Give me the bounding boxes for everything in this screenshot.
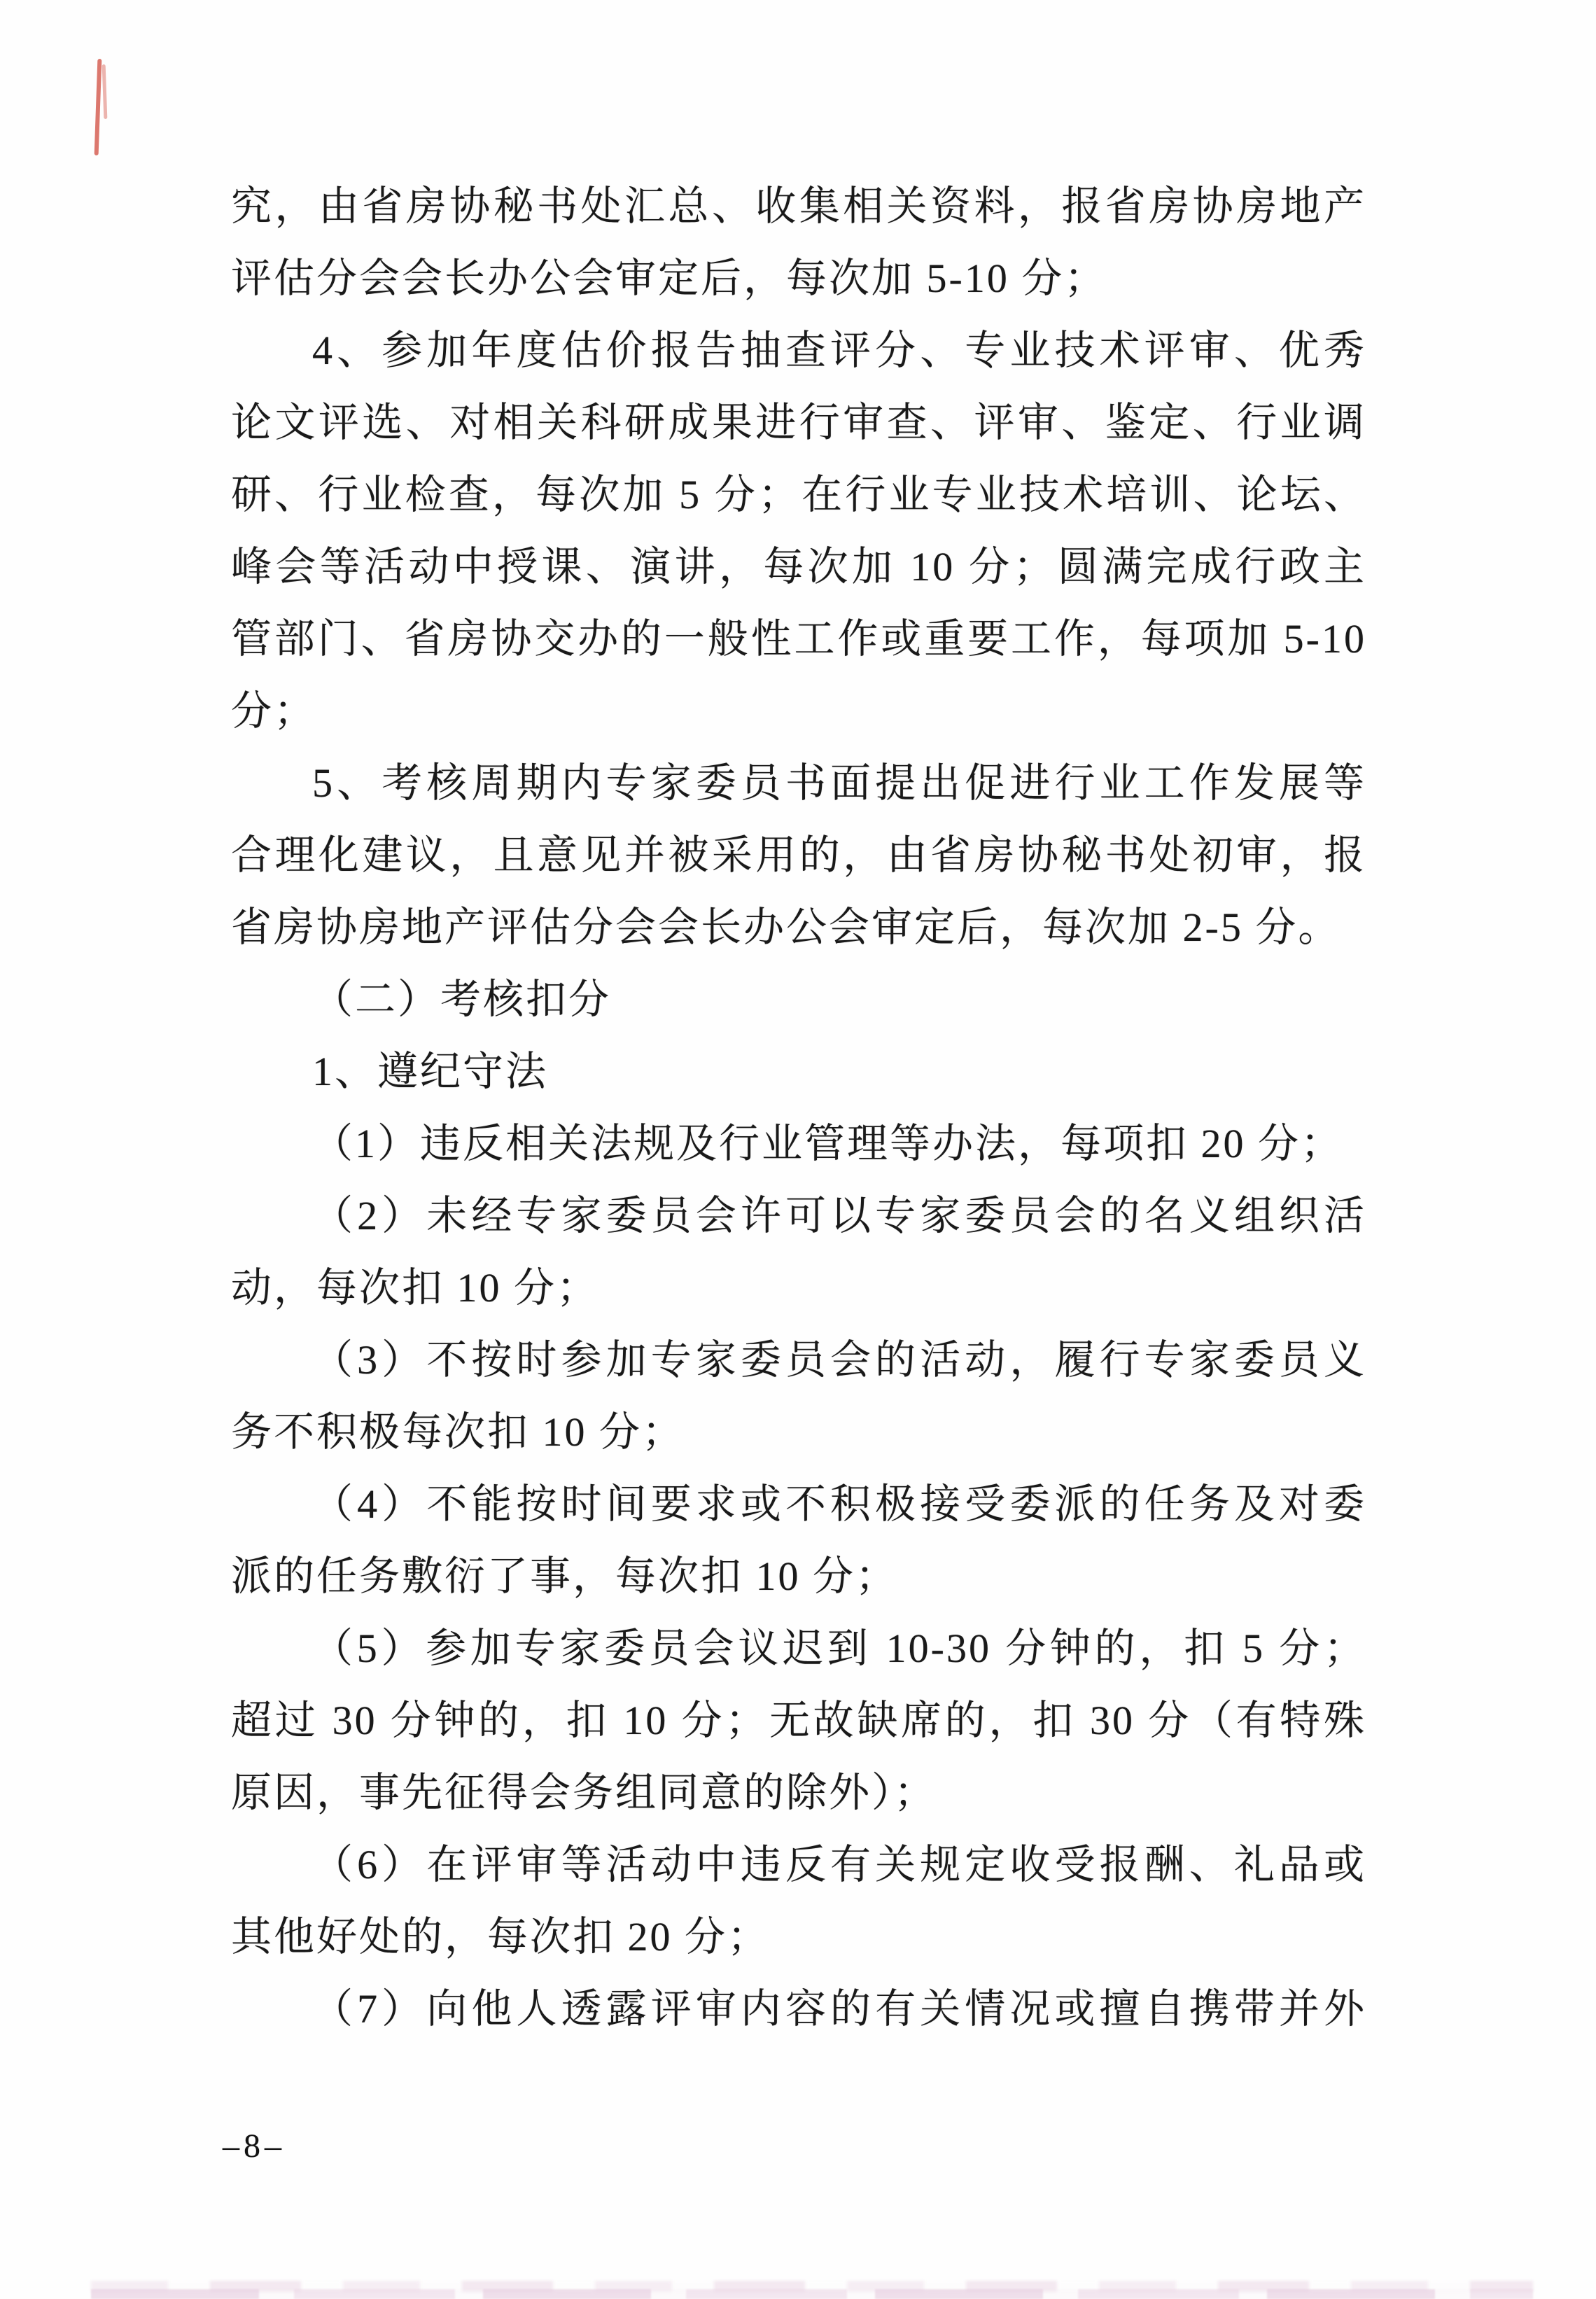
text-line: （1）违反相关法规及行业管理等办法，每项扣 20 分； [312, 1121, 1344, 1166]
text-line: 5、考核周期内专家委员书面提出促进行业工作发展等 [312, 760, 1366, 806]
scan-bleed-through-band [91, 2275, 1533, 2299]
text-line: 动，每次扣 10 分； [231, 1265, 600, 1311]
text-line: 超过 30 分钟的，扣 10 分；无故缺席的，扣 30 分（有特殊 [231, 1698, 1366, 1743]
text-line: 4、参加年度估价报告抽查评分、专业技术评审、优秀 [312, 328, 1366, 373]
text-line: （二）考核扣分 [312, 977, 612, 1022]
page-number: –8– [223, 2127, 286, 2165]
text-line: 其他好处的，每次扣 20 分； [231, 1914, 771, 1959]
text-line: 研、行业检查，每次加 5 分；在行业专业技术培训、论坛、 [231, 472, 1366, 517]
text-line: 分； [231, 688, 317, 734]
text-line: 合理化建议，且意见并被采用的，由省房协秘书处初审，报 [231, 832, 1366, 878]
document-body-text [231, 170, 1366, 2045]
text-line: （3）不按时参加专家委员会的活动，履行专家委员义 [312, 1337, 1366, 1383]
text-line: （2）未经专家委员会许可以专家委员会的名义组织活 [312, 1193, 1366, 1238]
text-line: （4）不能按时间要求或不积极接受委派的任务及对委 [312, 1481, 1366, 1527]
scan-red-edge-artifact [96, 59, 110, 164]
text-line: 省房协房地产评估分会会长办公会审定后，每次加 2-5 分。 [231, 904, 1341, 950]
scan-red-stroke [94, 59, 102, 155]
bleed-band-lower [91, 2289, 1533, 2299]
text-line: 管部门、省房协交办的一般性工作或重要工作，每项加 5-10 [231, 616, 1366, 662]
text-line: 论文评选、对相关科研成果进行审查、评审、鉴定、行业调 [231, 400, 1366, 445]
text-line: 派的任务敷衍了事，每次扣 10 分； [231, 1553, 899, 1599]
text-line: 究，由省房协秘书处汇总、收集相关资料，报省房协房地产 [231, 183, 1366, 229]
text-line: （5）参加专家委员会议迟到 10-30 分钟的，扣 5 分； [312, 1626, 1366, 1671]
text-line: （7）向他人透露评审内容的有关情况或擅自携带并外 [312, 1986, 1366, 2032]
text-line: 峰会等活动中授课、演讲，每次加 10 分；圆满完成行政主 [231, 544, 1366, 589]
text-line: 1、遵纪守法 [312, 1049, 549, 1094]
scan-red-stroke [102, 64, 108, 119]
text-line: 评估分会会长办公会审定后，每次加 5-10 分； [231, 256, 1107, 301]
text-line: （6）在评审等活动中违反有关规定收受报酬、礼品或 [312, 1842, 1366, 1887]
text-line: 原因，事先征得会务组同意的除外）； [231, 1770, 937, 1815]
text-line: 务不积极每次扣 10 分； [231, 1409, 685, 1455]
